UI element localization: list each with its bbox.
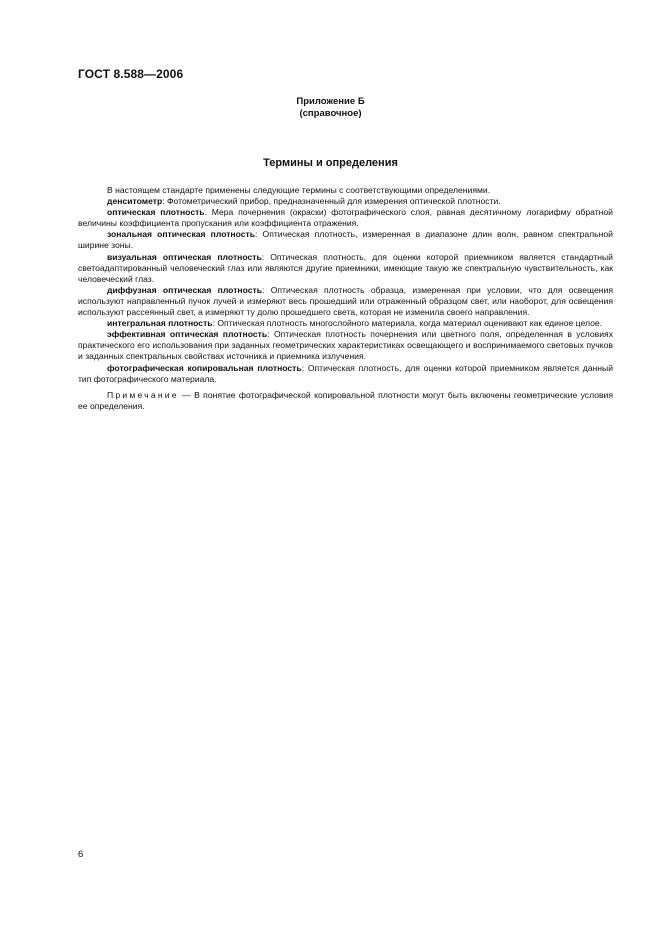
page-number: 6 bbox=[78, 849, 84, 860]
appendix-heading bbox=[0, 96, 661, 120]
term-entry bbox=[78, 229, 613, 251]
document-body bbox=[78, 185, 613, 412]
term-entry bbox=[78, 363, 613, 385]
term-definition: : Оптическая плотность многослойного материала, когда материал оценивают как единое целое. bbox=[212, 318, 603, 329]
term-name: оптическая плотность bbox=[107, 207, 205, 218]
document-header: ГОСТ 8.588—2006 bbox=[78, 67, 184, 81]
term-name: денситометр bbox=[107, 196, 163, 207]
term-definition: : Оптическая плотность почернения или цветного поля, определенная в условиях практического его использования при заданных геометрических характеристиках освещающего и воспринимаемого световых пучков и заданных спектральных свойствах источника и приемника излучения. bbox=[78, 329, 613, 362]
note-label: Примечание bbox=[107, 389, 179, 400]
term-entry bbox=[78, 318, 613, 329]
term-definition: : Фотометрический прибор, предназначенный для измерения оптической плотности. bbox=[162, 196, 501, 207]
note-paragraph bbox=[78, 390, 613, 412]
term-name: диффузная оптическая плотность bbox=[107, 284, 263, 295]
appendix-subtitle: (справочное) bbox=[299, 108, 362, 119]
term-definition: : Оптическая плотность, для оценки которой приемником является данный тип фотографического материала. bbox=[78, 362, 613, 384]
term-name: зональная оптическая плотность bbox=[107, 229, 256, 240]
term-entry bbox=[78, 207, 613, 229]
term-name: визуальная оптическая плотность bbox=[107, 251, 262, 262]
term-definition: . Мера почернения (окраски) фотографического слоя, равная десятичному логарифму обратной величины коэффициента пропускания или коэффициента отражения. bbox=[78, 207, 613, 229]
term-entry bbox=[78, 252, 613, 285]
section-title: Термины и определения bbox=[263, 157, 398, 169]
term-entry bbox=[78, 329, 613, 362]
term-definition: : Оптическая плотность образца, измеренная при условии, что для освещения используют направленный пучок лучей и измеряют весь прошедший или отраженный образцом свет, или наоборот, для освещения используют рассеянный свет, а измеряют ту долю прошедшего света, которая не изменила своего направления. bbox=[78, 284, 614, 318]
term-name: фотографическая копировальная плотность bbox=[107, 362, 302, 373]
term-definition: : Оптическая плотность, измеренная в диапазоне длин волн, равном спектральной ширине зоны. bbox=[78, 229, 613, 251]
term-name: интегральная плотность bbox=[107, 318, 213, 329]
term-name: эффективная оптическая плотность bbox=[107, 329, 268, 340]
term-entry bbox=[78, 196, 613, 207]
term-definition: : Оптическая плотность, для оценки которой приемником является стандартный светоадаптированный человеческий глаз или являются другие приемники, имеющие такую же спектральную чувствительность, как человеческий глаз. bbox=[78, 251, 613, 284]
intro-paragraph: В настоящем стандарте применены следующие термины с соответствующими определениями. bbox=[107, 185, 491, 195]
appendix-title: Приложение Б bbox=[296, 96, 365, 107]
note-text: — В понятие фотографической копировальной плотности могут быть включены геометрические условия ее определения. bbox=[78, 389, 613, 411]
term-entry bbox=[78, 285, 613, 318]
